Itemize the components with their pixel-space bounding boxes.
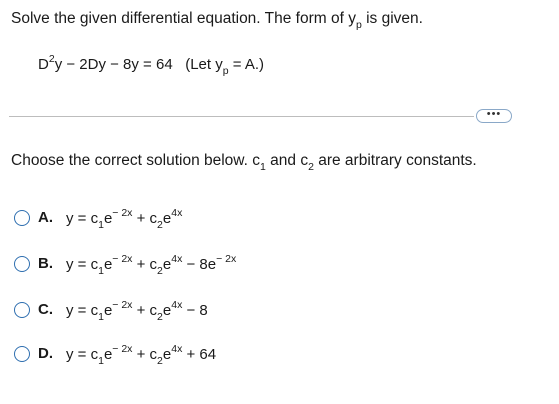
sol-y: y = c <box>66 302 99 319</box>
sol-e2: e <box>162 256 172 273</box>
sol-tail: + 64 <box>182 346 217 363</box>
option-b[interactable] <box>14 253 237 277</box>
sol-e2: e <box>162 346 172 363</box>
sol-tail: − 8 <box>182 302 208 319</box>
sol-c2-sub: 2 <box>157 311 163 323</box>
eq-hint-pre: (Let y <box>185 56 223 73</box>
instr-mid: and c <box>265 152 309 169</box>
radio-button-c[interactable] <box>14 302 30 318</box>
sol-y: y = c <box>66 346 99 363</box>
sol-e1: e <box>103 210 113 227</box>
option-solution <box>66 207 183 231</box>
sol-y: y = c <box>66 256 99 273</box>
radio-button-a[interactable] <box>14 210 30 226</box>
sol-e2: e <box>162 210 172 227</box>
sol-e1: e <box>103 302 113 319</box>
option-solution <box>66 299 208 323</box>
sol-exp1: − 2x <box>112 299 133 311</box>
question-sub-p: p <box>355 19 362 32</box>
sol-exp2: 4x <box>171 207 183 219</box>
eq-d-exp: 2 <box>48 53 55 65</box>
option-solution <box>66 343 217 367</box>
sol-c1-sub: 1 <box>98 219 104 231</box>
question-text <box>11 10 423 32</box>
sol-c2-sub: 2 <box>157 265 163 277</box>
option-letter: D. <box>38 345 53 362</box>
sol-c2-sub: 2 <box>157 219 163 231</box>
more-button[interactable] <box>476 109 512 123</box>
sol-exp2: 4x <box>171 253 183 265</box>
instr-sub1: 1 <box>260 161 266 174</box>
sol-exp1: − 2x <box>112 253 133 265</box>
radio-button-d[interactable] <box>14 346 30 362</box>
sol-c2-sub: 2 <box>157 355 163 367</box>
sol-plus: + c <box>132 346 158 363</box>
question-intro: Solve the given differential equation. The form of y <box>11 10 356 27</box>
option-letter: C. <box>38 301 53 318</box>
eq-d: D <box>38 56 49 73</box>
sol-tail-e: e <box>207 256 217 273</box>
sol-tail: − 8 <box>182 256 208 273</box>
sol-plus: + c <box>132 210 158 227</box>
sol-c1-sub: 1 <box>98 311 104 323</box>
instruction-text <box>11 152 477 174</box>
sol-tail-exp: − 2x <box>216 253 237 265</box>
instr-pre: Choose the correct solution below. c <box>11 152 260 169</box>
differential-equation <box>38 53 264 77</box>
option-a[interactable] <box>14 207 183 231</box>
sol-exp2: 4x <box>171 299 183 311</box>
eq-hint-sub: p <box>222 65 229 77</box>
option-letter: A. <box>38 209 53 226</box>
sol-plus: + c <box>132 302 158 319</box>
sol-c1-sub: 1 <box>98 355 104 367</box>
sol-plus: + c <box>132 256 158 273</box>
sol-exp2: 4x <box>171 343 183 355</box>
question-end: is given. <box>361 10 423 27</box>
eq-hint-post: = A.) <box>228 56 264 73</box>
sol-exp1: − 2x <box>112 207 133 219</box>
sol-e1: e <box>103 346 113 363</box>
divider <box>9 116 474 117</box>
ellipsis-icon: ••• <box>486 108 502 120</box>
sol-c1-sub: 1 <box>98 265 104 277</box>
option-letter: B. <box>38 255 53 272</box>
option-solution <box>66 253 237 277</box>
sol-e1: e <box>103 256 113 273</box>
instr-post: are arbitrary constants. <box>313 152 477 169</box>
sol-exp1: − 2x <box>112 343 133 355</box>
instr-sub2: 2 <box>308 161 314 174</box>
option-d[interactable] <box>14 343 217 367</box>
radio-button-b[interactable] <box>14 256 30 272</box>
option-c[interactable] <box>14 299 208 323</box>
sol-y: y = c <box>66 210 99 227</box>
sol-e2: e <box>162 302 172 319</box>
eq-lhs: y − 2Dy − 8y = 64 <box>54 56 173 73</box>
